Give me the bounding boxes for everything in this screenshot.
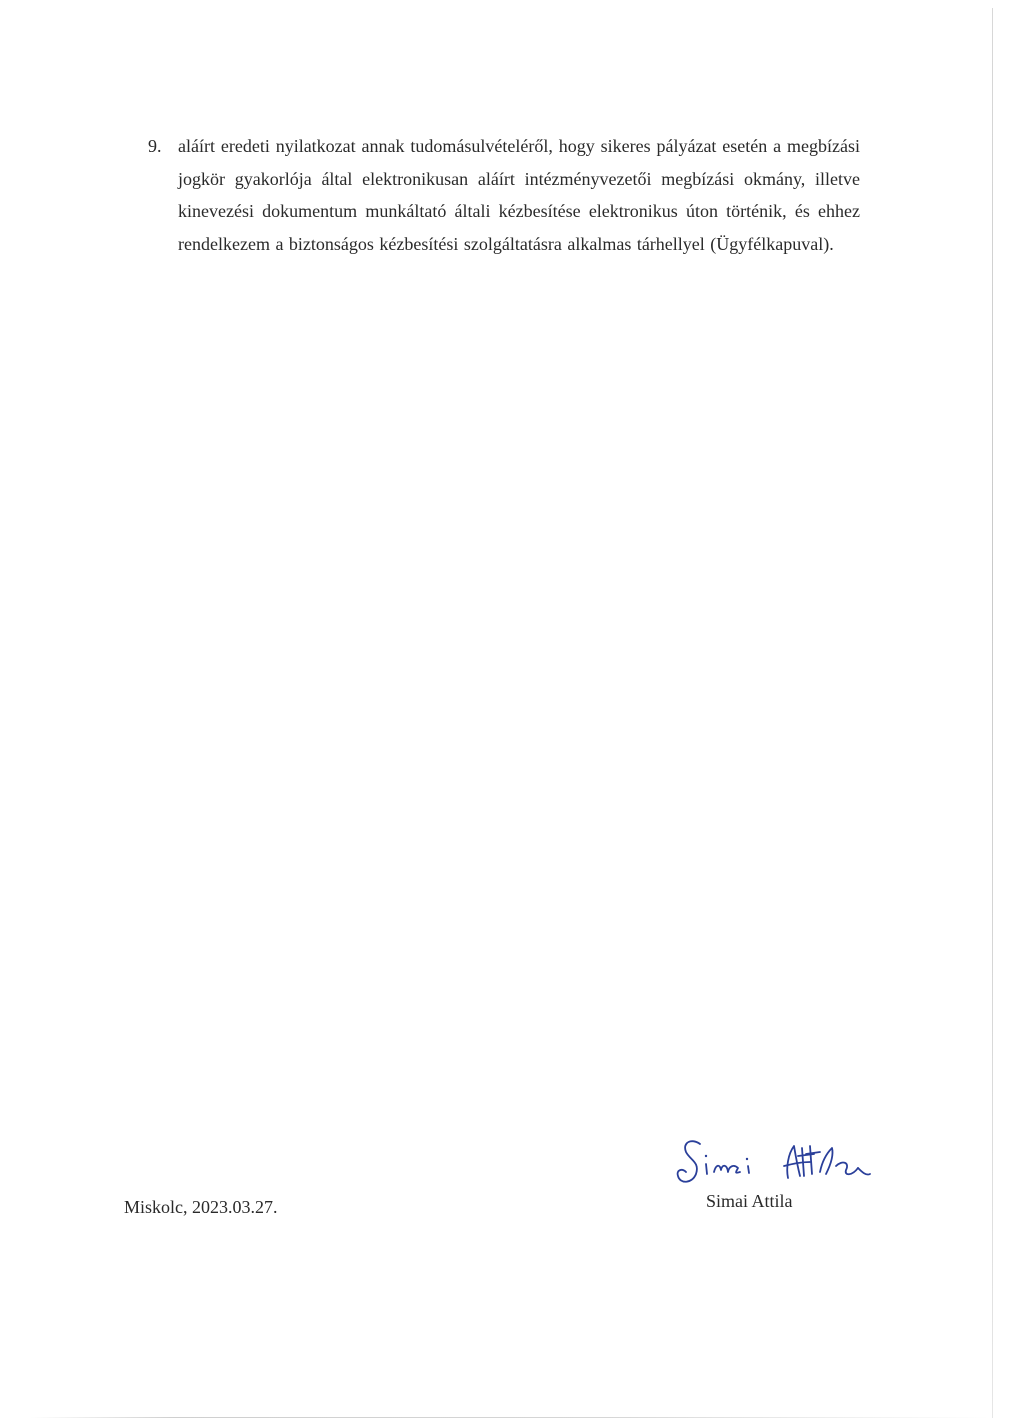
signer-name: Simai Attila	[706, 1191, 793, 1211]
scan-edge-right	[992, 8, 993, 1418]
item-number: 9.	[148, 136, 162, 156]
list-item-9	[148, 130, 860, 260]
scan-edge-bottom	[30, 1417, 990, 1418]
item-text: aláírt eredeti nyilatkozat annak tudomásulvételéről, hogy sikeres pályázat esetén a megbízási jogkör gyakorlója által elektronikusan aláírt intézményvezetői megbízási okmány, illetve kinevezési dokumentum munkáltató általi kézbesítése elektronikus úton történik, és ehhez rendelkezem a biztonságos kézbesítési szolgáltatásra alkalmas tárhellyel (Ügyfélkapuval).	[178, 136, 860, 254]
place-date: Miskolc, 2023.03.27.	[124, 1197, 278, 1217]
handwritten-signature	[670, 1132, 880, 1194]
